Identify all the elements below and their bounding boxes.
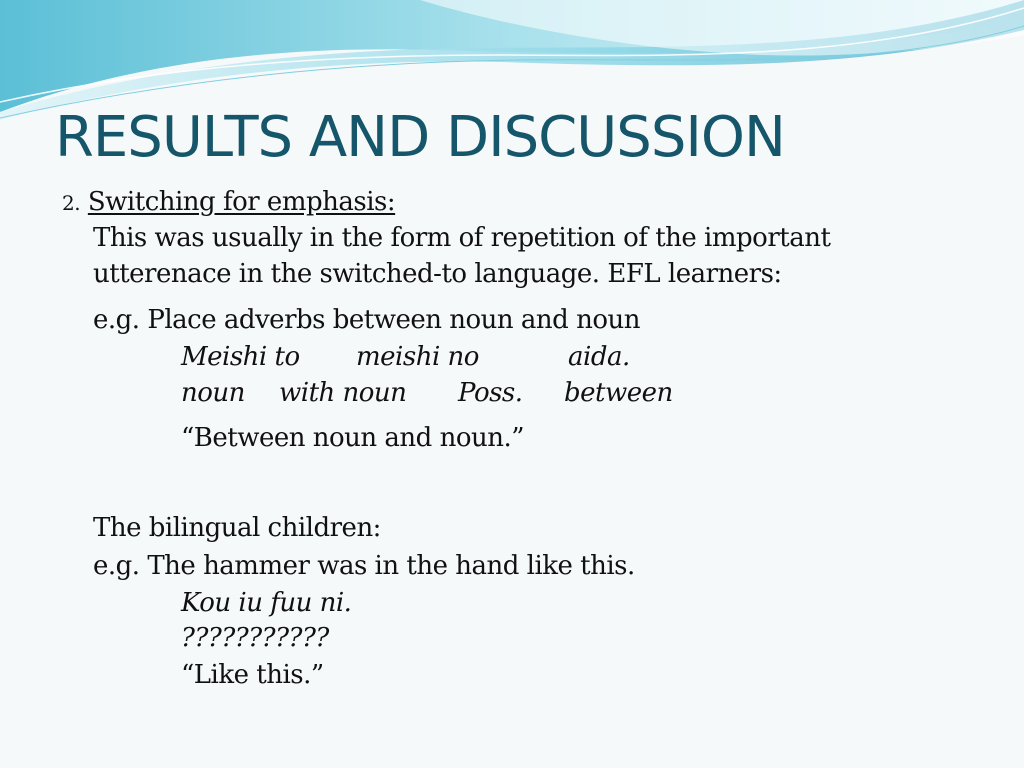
- example1-gloss-2: with noun: [279, 378, 407, 408]
- example1-gloss-3: Poss.: [458, 378, 523, 408]
- item-number: 2.: [62, 191, 81, 215]
- bilingual-heading: The bilingual children:: [93, 513, 381, 543]
- item-heading: Switching for emphasis:: [87, 187, 396, 217]
- example2-translation: “Like this.”: [181, 660, 324, 690]
- description-line-1: This was usually in the form of repetition of the important: [93, 223, 831, 253]
- example1-gloss-4: between: [564, 378, 673, 408]
- example2-intro: e.g. The hammer was in the hand like this.: [93, 551, 635, 581]
- example1-intro: e.g. Place adverbs between noun and noun: [93, 305, 640, 335]
- example2-gloss: ???????????: [181, 623, 329, 653]
- example1-japanese-word-3: aida.: [568, 342, 630, 372]
- example2-japanese: Kou iu fuu ni.: [181, 588, 352, 618]
- example1-japanese-word-2: meishi no: [356, 342, 479, 372]
- description-line-2: utterenace in the switched-to language. EFL learners:: [93, 259, 782, 289]
- slide-title: RESULTS AND DISCUSSION: [55, 105, 785, 170]
- example1-gloss-1: noun: [181, 378, 245, 408]
- item-heading-line: [62, 186, 395, 219]
- example1-japanese-word-1: Meishi to: [181, 342, 300, 372]
- example1-translation: “Between noun and noun.”: [181, 423, 525, 453]
